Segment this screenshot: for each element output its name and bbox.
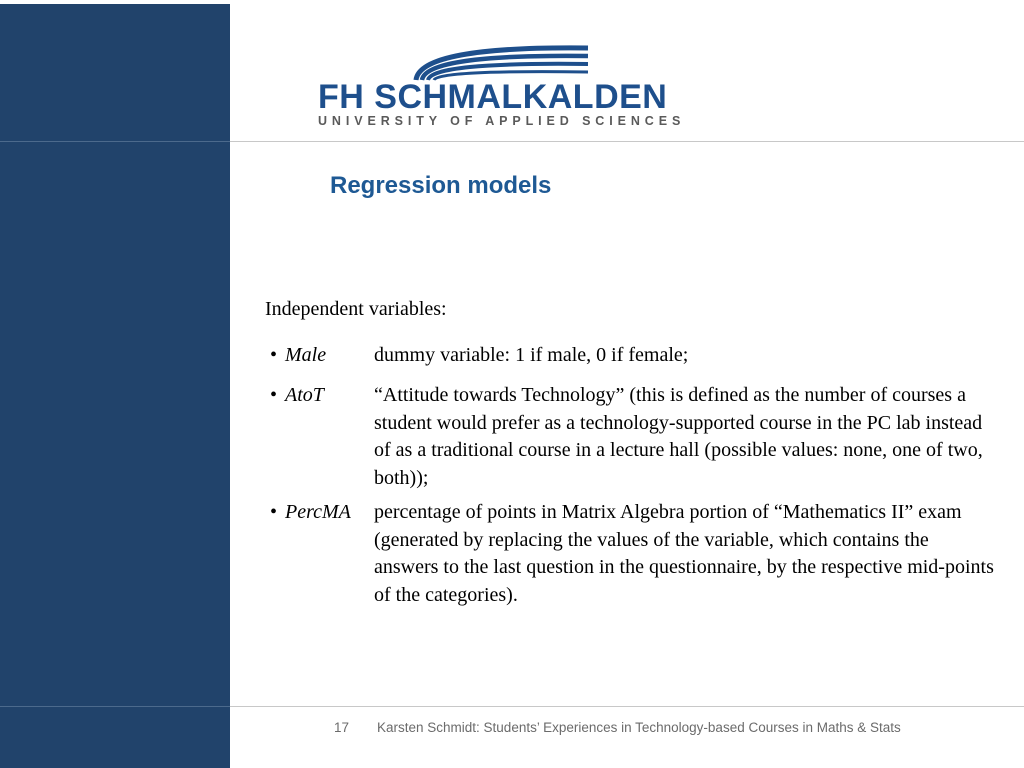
logo-wordmark: FH SCHMALKALDEN [318,78,668,116]
footer-page-number: 17 [334,720,350,735]
bullet: • [270,501,278,523]
bullet: • [270,344,278,366]
variable-description: percentage of points in Matrix Algebra portion of “Mathematics II” exam (generated by replacing the values of the variable, which contains the answers to the last question in the questionnaire, by the respective mid-points of the categories). [374,501,994,606]
footer-divider-sidebar [0,706,230,707]
variable-name: Male [285,344,327,366]
footer-text: Karsten Schmidt: Students’ Experiences in Technology-based Courses in Maths & Stats [377,720,901,735]
variable-name: AtoT [285,384,324,406]
intro-text: Independent variables: [265,298,447,320]
variable-name: PercMA [285,501,351,523]
header-divider-sidebar [0,141,230,142]
page-title: Regression models [330,172,552,199]
university-logo [316,40,696,132]
logo-subtitle: UNIVERSITY OF APPLIED SCIENCES [318,114,686,128]
variable-description: dummy variable: 1 if male, 0 if female; [374,344,689,366]
bullet: • [270,384,278,406]
sidebar-panel [0,4,230,768]
variable-description: “Attitude towards Technology” (this is defined as the number of courses a student would prefer as a technology-supported course in the PC lab instead of as a traditional course in a lecture hall (possible values: none, one of two, both)); [374,384,983,489]
